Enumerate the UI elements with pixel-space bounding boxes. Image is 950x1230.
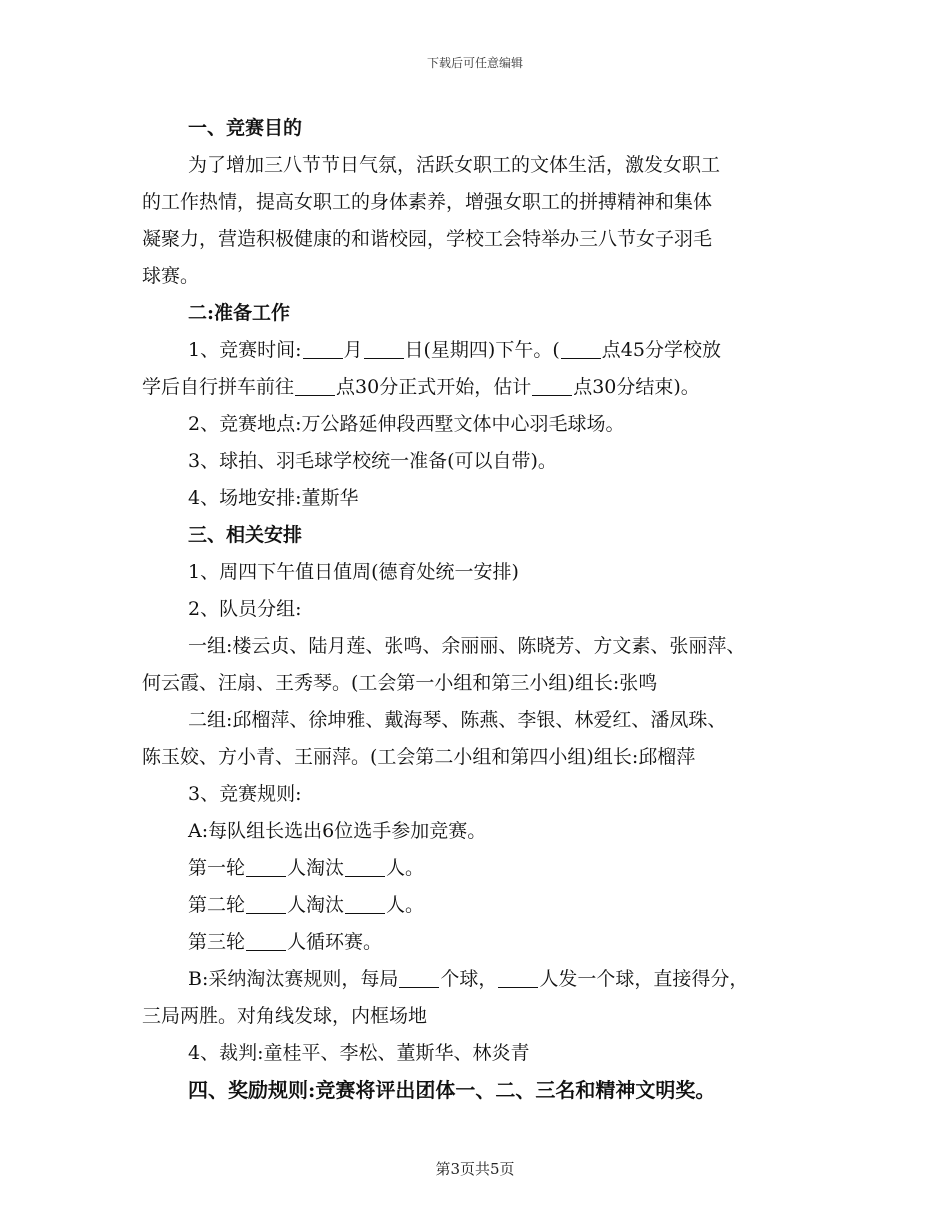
rule-b-balls: 个球， <box>440 968 498 990</box>
prep-time-day: 日(星期四)下午。( <box>404 339 560 361</box>
round-three-label: 第三轮 <box>188 931 246 953</box>
blank-field <box>399 969 439 988</box>
group-two-line-1: 二组:邱榴萍、徐坤雅、戴海琴、陈燕、李银、林爱红、潘凤珠、 <box>188 709 727 731</box>
rule-a: A:每队组长选出6位选手参加竞赛。 <box>188 820 487 842</box>
round-three <box>142 924 818 961</box>
group-one-line-2: 何云霞、汪扇、王秀琴。(工会第一小组和第三小组)组长:张鸣 <box>142 672 658 694</box>
page-footer: 第3页共5页 <box>435 1160 515 1178</box>
blank-field <box>532 377 572 396</box>
prep-item-venue: 4、场地安排:董斯华 <box>188 487 359 509</box>
page-header: 下载后可任意编辑 <box>426 56 523 70</box>
round-two-label: 第二轮 <box>188 894 246 916</box>
purpose-line-2: 的工作热情，提高女职工的身体素养，增强女职工的拼搏精神和集体 <box>142 191 713 213</box>
blank-field <box>303 340 343 359</box>
round-one-eliminate: 人淘汰 <box>287 857 345 879</box>
prep-item-equipment: 3、球拍、羽毛球学校统一准备(可以自带)。 <box>188 450 557 472</box>
blank-field <box>498 969 538 988</box>
arr-item-rules: 3、竞赛规则: <box>188 783 302 805</box>
round-one <box>142 850 818 887</box>
prep-item-location: 2、竞赛地点:万公路延伸段西墅文体中心羽毛球场。 <box>188 413 625 435</box>
section-title-purpose: 一、竞赛目的 <box>188 117 303 139</box>
blank-field <box>364 340 404 359</box>
blank-field <box>561 340 601 359</box>
round-one-label: 第一轮 <box>188 857 246 879</box>
prep-time-month: 月 <box>343 339 363 361</box>
prep-time-gather: 点45分学校放 <box>601 339 721 361</box>
round-one-suffix: 人。 <box>386 857 425 879</box>
blank-field <box>246 858 286 877</box>
arr-item-duty: 1、周四下午值日值周(德育处统一安排) <box>188 561 519 583</box>
prep-time-end: 点30分结束)。 <box>573 376 700 398</box>
prep-item-time-line-2 <box>142 369 818 406</box>
purpose-line-1: 为了增加三八节节日气氛，活跃女职工的文体生活，激发女职工 <box>188 154 721 176</box>
group-one-line-1: 一组:楼云贞、陆月莲、张鸣、余丽丽、陈晓芳、方文素、张丽萍、 <box>188 635 746 657</box>
arr-item-referees: 4、裁判:童桂平、李松、董斯华、林炎青 <box>188 1042 530 1064</box>
blank-field <box>246 932 286 951</box>
rule-b-line-1 <box>142 961 818 998</box>
purpose-line-3: 凝聚力，营造积极健康的和谐校园，学校工会特举办三八节女子羽毛 <box>142 228 713 250</box>
blank-field <box>345 858 385 877</box>
section-title-awards: 四、奖励规则:竞赛将评出团体一、二、三名和精神文明奖。 <box>188 1078 716 1102</box>
blank-field <box>246 895 286 914</box>
blank-field <box>345 895 385 914</box>
prep-time-start: 点30分正式开始，估计 <box>336 376 532 398</box>
rule-b-line-2: 三局两胜。对角线发球，内框场地 <box>142 1005 428 1027</box>
round-two-suffix: 人。 <box>386 894 425 916</box>
rule-b-serve: 人发一个球，直接得分， <box>539 968 749 990</box>
section-title-arrangements: 三、相关安排 <box>188 524 303 546</box>
prep-time-label: 1、竞赛时间: <box>188 339 302 361</box>
section-title-preparation: 二:准备工作 <box>188 302 291 324</box>
round-two <box>142 887 818 924</box>
blank-field <box>295 377 335 396</box>
round-two-eliminate: 人淘汰 <box>287 894 345 916</box>
round-three-roundrobin: 人循环赛。 <box>287 931 383 953</box>
prep-item-time-line-1 <box>142 332 818 369</box>
group-two-line-2: 陈玉姣、方小青、王丽萍。(工会第二小组和第四小组)组长:邱榴萍 <box>142 746 696 768</box>
prep-time-carpool: 学后自行拼车前往 <box>142 376 295 398</box>
rule-b-prefix: B:采纳淘汰赛规则，每局 <box>188 968 399 990</box>
purpose-line-4: 球赛。 <box>142 265 200 287</box>
arr-item-grouping: 2、队员分组: <box>188 598 302 620</box>
document-body <box>142 110 818 1109</box>
